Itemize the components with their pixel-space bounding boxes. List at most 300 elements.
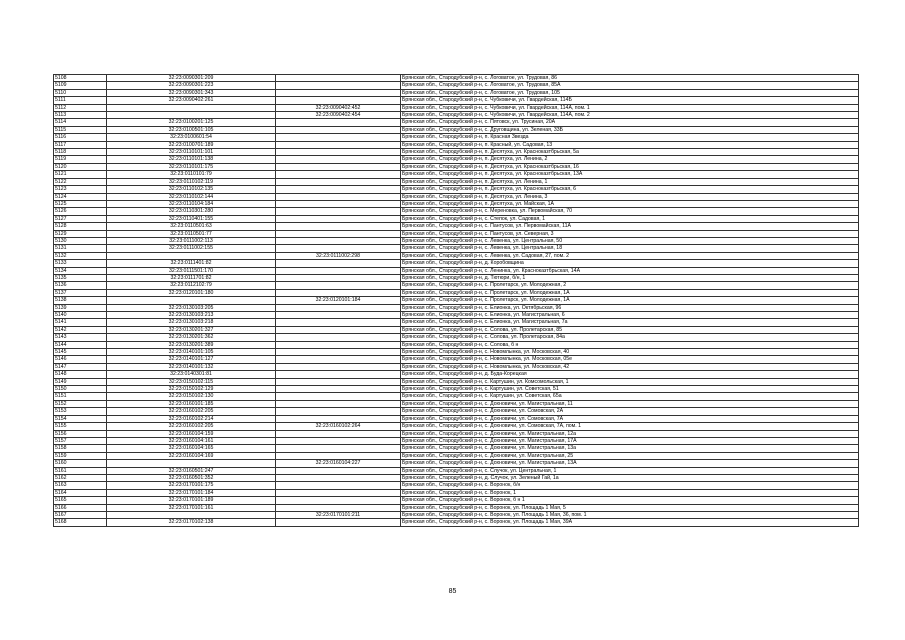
address-cell: Брянская обл., Стародубский р-н, с. Левенка, ул. Центральная, 50 — [401, 237, 859, 244]
parent-cadastral-cell — [276, 260, 401, 267]
address-cell: Брянская обл., Стародубский р-н, с. Дохновичи, ул. Магистральная, 12а — [401, 430, 859, 437]
table-row — [54, 171, 859, 178]
address-cell: Брянская обл., Стародубский р-н, п. Красный, ул. Садовая, 13 — [401, 141, 859, 148]
parent-cadastral-cell — [276, 237, 401, 244]
address-cell: Брянская обл., Стародубский р-н, с. Картушин, ул. Комсомольская, 1 — [401, 378, 859, 385]
parent-cadastral-cell — [276, 341, 401, 348]
cadastral-number-cell: 32:23:0150102:130 — [107, 393, 276, 400]
parent-cadastral-cell — [276, 326, 401, 333]
row-number-cell: 5111 — [54, 97, 107, 104]
address-cell: Брянская обл., Стародубский р-н, с. Пролетарск, ул. Молодежная, 1А — [401, 297, 859, 304]
cadastral-number-cell: 32:23:0160104:165 — [107, 445, 276, 452]
table-row — [54, 460, 859, 467]
parent-cadastral-cell — [276, 149, 401, 156]
row-number-cell: 5150 — [54, 386, 107, 393]
table-row — [54, 489, 859, 496]
parent-cadastral-cell — [276, 289, 401, 296]
address-cell: Брянская обл., Стародубский р-н, п. Десятуха, ул. Красноказтбрьская, 16 — [401, 163, 859, 170]
address-cell: Брянская обл., Стародубский р-н, п. Десятуха, ул. Красноказтбрьская, 13А — [401, 171, 859, 178]
parent-cadastral-cell — [276, 519, 401, 526]
table-row — [54, 112, 859, 119]
parent-cadastral-cell — [276, 497, 401, 504]
row-number-cell: 5153 — [54, 408, 107, 415]
cadastral-number-cell: 32:23:0170101:175 — [107, 482, 276, 489]
cadastral-number-cell: 32:23:0110501:77 — [107, 230, 276, 237]
table-row — [54, 423, 859, 430]
row-number-cell: 5117 — [54, 141, 107, 148]
parent-cadastral-cell — [276, 415, 401, 422]
parent-cadastral-cell — [276, 408, 401, 415]
row-number-cell: 5149 — [54, 378, 107, 385]
parent-cadastral-cell — [276, 215, 401, 222]
parent-cadastral-cell — [276, 445, 401, 452]
table-row — [54, 430, 859, 437]
cadastral-number-cell: 32:23:0140301:81 — [107, 371, 276, 378]
table-row — [54, 200, 859, 207]
table-row — [54, 156, 859, 163]
parent-cadastral-cell — [276, 156, 401, 163]
table-row — [54, 89, 859, 96]
parent-cadastral-cell: 32:23:0160102:264 — [276, 423, 401, 430]
cadastral-number-cell — [107, 511, 276, 518]
address-cell: Брянская обл., Стародубский р-н, с. Случок, ул. Центральная, 1 — [401, 467, 859, 474]
parent-cadastral-cell — [276, 193, 401, 200]
parent-cadastral-cell — [276, 474, 401, 481]
parent-cadastral-cell — [276, 178, 401, 185]
cadastral-number-cell: 32:23:0160102:214 — [107, 415, 276, 422]
address-cell: Брянская обл., Стародубский р-н, п. Десятуха, ул. Красноказтбрьская, 5а — [401, 149, 859, 156]
cadastral-number-cell: 32:23:0111401:82 — [107, 260, 276, 267]
parent-cadastral-cell — [276, 504, 401, 511]
address-cell: Брянская обл., Стародубский р-н, с. Пантусов, ул. Северная, 3 — [401, 230, 859, 237]
address-cell: Брянская обл., Стародубский р-н, с. Друговщина, ул. Зеленая, 33Б — [401, 126, 859, 133]
cadastral-number-cell: 32:23:0111002:155 — [107, 245, 276, 252]
registry-table — [53, 74, 859, 527]
parent-cadastral-cell — [276, 223, 401, 230]
cadastral-number-cell: 32:23:0160102:205 — [107, 423, 276, 430]
row-number-cell: 5131 — [54, 245, 107, 252]
table-row — [54, 178, 859, 185]
table-row — [54, 319, 859, 326]
table-row — [54, 186, 859, 193]
row-number-cell: 5113 — [54, 112, 107, 119]
address-cell: Брянская обл., Стародубский р-н, с. Пантусов, ул. Первомайская, 11А — [401, 223, 859, 230]
row-number-cell: 5148 — [54, 371, 107, 378]
cadastral-number-cell: 32:23:0150102:115 — [107, 378, 276, 385]
cadastral-number-cell: 32:23:0112102:79 — [107, 282, 276, 289]
address-cell: Брянская обл., Стародубский р-н, с. Новомлынка, ул. Московская, 40 — [401, 349, 859, 356]
table-row — [54, 126, 859, 133]
address-cell: Брянская обл., Стародубский р-н, с. Солова, ул. Пролетарская, 84а — [401, 334, 859, 341]
cadastral-number-cell: 32:23:0170101:184 — [107, 489, 276, 496]
table-row — [54, 193, 859, 200]
table-row — [54, 497, 859, 504]
parent-cadastral-cell — [276, 437, 401, 444]
cadastral-number-cell: 32:23:0140101:127 — [107, 356, 276, 363]
parent-cadastral-cell — [276, 126, 401, 133]
table-row — [54, 312, 859, 319]
address-cell: Брянская обл., Стародубский р-н, с. Логоватое, ул. Трудовая, 86 — [401, 75, 859, 82]
parent-cadastral-cell — [276, 312, 401, 319]
table-row — [54, 163, 859, 170]
row-number-cell: 5162 — [54, 474, 107, 481]
cadastral-number-cell: 32:23:0110401:155 — [107, 215, 276, 222]
table-row — [54, 349, 859, 356]
parent-cadastral-cell: 32:23:0120101:184 — [276, 297, 401, 304]
row-number-cell: 5124 — [54, 193, 107, 200]
row-number-cell: 5156 — [54, 430, 107, 437]
cadastral-number-cell: 32:23:0160501:247 — [107, 467, 276, 474]
table-row — [54, 97, 859, 104]
table-row — [54, 104, 859, 111]
cadastral-number-cell: 32:23:0170101:189 — [107, 497, 276, 504]
address-cell: Брянская обл., Стародубский р-н, с. Воронок, б/н — [401, 482, 859, 489]
table-row — [54, 297, 859, 304]
address-cell: Брянская обл., Стародубский р-н, д. Случок, ул. Зеленый Гай, 1а — [401, 474, 859, 481]
row-number-cell: 5126 — [54, 208, 107, 215]
parent-cadastral-cell — [276, 171, 401, 178]
parent-cadastral-cell: 32:23:0160104:227 — [276, 460, 401, 467]
address-cell: Брянская обл., Стародубский р-н, с. Дохновичи, ул. Магистральная, 13А — [401, 460, 859, 467]
address-cell: Брянская обл., Стародубский р-н, с. Дохновичи, ул. Магистральная, 13а — [401, 445, 859, 452]
cadastral-number-cell: 32:23:0110102:135 — [107, 186, 276, 193]
row-number-cell: 5160 — [54, 460, 107, 467]
parent-cadastral-cell — [276, 208, 401, 215]
address-cell: Брянская обл., Стародубский р-н, с. Пролетарск, ул. Молодежная, 1А — [401, 289, 859, 296]
address-cell: Брянская обл., Стародубский р-н, с. Пятовск, ул. Трусиная, 20А — [401, 119, 859, 126]
parent-cadastral-cell — [276, 89, 401, 96]
table-row — [54, 149, 859, 156]
parent-cadastral-cell — [276, 186, 401, 193]
row-number-cell: 5115 — [54, 126, 107, 133]
address-cell: Брянская обл., Стародубский р-н, с. Воронок, ул. Площадь 1 Мая, 36, пом. 1 — [401, 511, 859, 518]
parent-cadastral-cell — [276, 378, 401, 385]
cadastral-number-cell: 32:23:0140101:132 — [107, 363, 276, 370]
address-cell: Брянская обл., Стародубский р-н, д. Тютюри, б/н, 1 — [401, 274, 859, 281]
parent-cadastral-cell — [276, 319, 401, 326]
parent-cadastral-cell — [276, 386, 401, 393]
address-cell: Брянская обл., Стародубский р-н, с. Мереновка, ул. Первомайская, 70 — [401, 208, 859, 215]
cadastral-number-cell: 32:23:0110101:79 — [107, 171, 276, 178]
row-number-cell: 5133 — [54, 260, 107, 267]
row-number-cell: 5140 — [54, 312, 107, 319]
row-number-cell: 5146 — [54, 356, 107, 363]
address-cell: Брянская обл., Стародубский р-н, п. Красная Звезда — [401, 134, 859, 141]
table-row — [54, 474, 859, 481]
row-number-cell: 5165 — [54, 497, 107, 504]
cadastral-number-cell: 32:23:0130201:327 — [107, 326, 276, 333]
table-row — [54, 208, 859, 215]
address-cell: Брянская обл., Стародубский р-н, с. Воронок, ул. Площадь 1 Мая, 39А — [401, 519, 859, 526]
cadastral-number-cell: 32:23:0110104:184 — [107, 200, 276, 207]
row-number-cell: 5166 — [54, 504, 107, 511]
row-number-cell: 5159 — [54, 452, 107, 459]
parent-cadastral-cell — [276, 489, 401, 496]
address-cell: Брянская обл., Стародубский р-н, п. Десятуха, ул. Майская, 1А — [401, 200, 859, 207]
document-sheet — [53, 74, 858, 527]
parent-cadastral-cell — [276, 141, 401, 148]
row-number-cell: 5110 — [54, 89, 107, 96]
cadastral-number-cell: 32:23:0160104:169 — [107, 452, 276, 459]
row-number-cell: 5132 — [54, 252, 107, 259]
address-cell: Брянская обл., Стародубский р-н, с. Елионка, ул. Магистральная, 6 — [401, 312, 859, 319]
table-row — [54, 230, 859, 237]
cadastral-number-cell: 32:23:0170102:138 — [107, 519, 276, 526]
table-row — [54, 482, 859, 489]
cadastral-number-cell: 32:23:0160102:205 — [107, 408, 276, 415]
parent-cadastral-cell — [276, 200, 401, 207]
parent-cadastral-cell — [276, 75, 401, 82]
parent-cadastral-cell — [276, 452, 401, 459]
row-number-cell: 5127 — [54, 215, 107, 222]
address-cell: Брянская обл., Стародубский р-н, п. Десятуха, ул. Ленина, 1 — [401, 178, 859, 185]
cadastral-number-cell — [107, 460, 276, 467]
table-row — [54, 408, 859, 415]
row-number-cell: 5143 — [54, 334, 107, 341]
table-row — [54, 341, 859, 348]
address-cell: Брянская обл., Стародубский р-н, с. Воронок, 1 — [401, 489, 859, 496]
row-number-cell: 5134 — [54, 267, 107, 274]
table-row — [54, 215, 859, 222]
row-number-cell: 5120 — [54, 163, 107, 170]
row-number-cell: 5136 — [54, 282, 107, 289]
table-row — [54, 378, 859, 385]
cadastral-number-cell: 32:23:0090301:343 — [107, 89, 276, 96]
address-cell: Брянская обл., Стародубский р-н, с. Дохновичи, ул. Сомовская, 2А — [401, 408, 859, 415]
address-cell: Брянская обл., Стародубский р-н, с. Картушин, ул. Советская, 51 — [401, 386, 859, 393]
cadastral-number-cell: 32:23:0111701:82 — [107, 274, 276, 281]
row-number-cell: 5116 — [54, 134, 107, 141]
row-number-cell: 5128 — [54, 223, 107, 230]
address-cell: Брянская обл., Стародубский р-н, с. Солова, б н — [401, 341, 859, 348]
table-row — [54, 134, 859, 141]
address-cell: Брянская обл., Стародубский р-н, п. Десятуха, ул. Ленина, 2 — [401, 156, 859, 163]
parent-cadastral-cell — [276, 245, 401, 252]
cadastral-number-cell: 32:23:0130103:213 — [107, 312, 276, 319]
table-row — [54, 504, 859, 511]
row-number-cell: 5138 — [54, 297, 107, 304]
row-number-cell: 5137 — [54, 289, 107, 296]
cadastral-number-cell: 32:23:0130103:205 — [107, 304, 276, 311]
address-cell: Брянская обл., Стародубский р-н, с. Елионка, ул. Октябрьская, 96 — [401, 304, 859, 311]
address-cell: Брянская обл., Стародубский р-н, с. Левенка, ул. Центральная, 18 — [401, 245, 859, 252]
table-row — [54, 519, 859, 526]
table-row — [54, 260, 859, 267]
cadastral-number-cell: 32:23:0110501:63 — [107, 223, 276, 230]
address-cell: Брянская обл., Стародубский р-н, с. Солова, ул. Пролетарская, 85 — [401, 326, 859, 333]
cadastral-number-cell — [107, 112, 276, 119]
table-row — [54, 252, 859, 259]
cadastral-number-cell — [107, 297, 276, 304]
cadastral-number-cell: 32:23:0160501:352 — [107, 474, 276, 481]
parent-cadastral-cell — [276, 356, 401, 363]
cadastral-number-cell: 32:23:0110102:119 — [107, 178, 276, 185]
parent-cadastral-cell — [276, 82, 401, 89]
parent-cadastral-cell: 32:23:0090402:452 — [276, 104, 401, 111]
row-number-cell: 5167 — [54, 511, 107, 518]
row-number-cell: 5147 — [54, 363, 107, 370]
parent-cadastral-cell — [276, 400, 401, 407]
parent-cadastral-cell — [276, 371, 401, 378]
row-number-cell: 5112 — [54, 104, 107, 111]
page-number: 85 — [448, 588, 457, 595]
table-row — [54, 437, 859, 444]
cadastral-number-cell: 32:23:0090301:223 — [107, 82, 276, 89]
cadastral-number-cell: 32:23:0120101:180 — [107, 289, 276, 296]
row-number-cell: 5122 — [54, 178, 107, 185]
table-row — [54, 393, 859, 400]
table-row — [54, 119, 859, 126]
table-row — [54, 245, 859, 252]
row-number-cell: 5144 — [54, 341, 107, 348]
table-row — [54, 304, 859, 311]
row-number-cell: 5135 — [54, 274, 107, 281]
address-cell: Брянская обл., Стародубский р-н, с. Картушин, ул. Советская, 65а — [401, 393, 859, 400]
row-number-cell: 5151 — [54, 393, 107, 400]
address-cell: Брянская обл., Стародубский р-н, с. Ленинка, ул. Красноказтбрьская, 14А — [401, 267, 859, 274]
parent-cadastral-cell — [276, 163, 401, 170]
table-row — [54, 237, 859, 244]
row-number-cell: 5141 — [54, 319, 107, 326]
table-row — [54, 452, 859, 459]
table-row — [54, 274, 859, 281]
table-row — [54, 223, 859, 230]
address-cell: Брянская обл., Стародубский р-н, п. Десятуха, ул. Красноказтбрьская, 6 — [401, 186, 859, 193]
cadastral-number-cell: 32:23:0160101:185 — [107, 400, 276, 407]
address-cell: Брянская обл., Стародубский р-н, с. Пролетарск, ул. Молодежная, 2 — [401, 282, 859, 289]
address-cell: Брянская обл., Стародубский р-н, с. Чубковичи, ул. Гвардейская, 114А, пом. 2 — [401, 112, 859, 119]
row-number-cell: 5121 — [54, 171, 107, 178]
parent-cadastral-cell — [276, 267, 401, 274]
row-number-cell: 5109 — [54, 82, 107, 89]
parent-cadastral-cell: 32:23:0170101:211 — [276, 511, 401, 518]
parent-cadastral-cell: 32:23:0111002:298 — [276, 252, 401, 259]
address-cell: Брянская обл., Стародубский р-н, с. Логоватое, ул. Трудовая, 85А — [401, 82, 859, 89]
row-number-cell: 5108 — [54, 75, 107, 82]
cadastral-number-cell: 32:23:0160104:159 — [107, 430, 276, 437]
address-cell: Брянская обл., Стародубский р-н, с. Дохновичи, ул. Сомовская, 7А — [401, 415, 859, 422]
address-cell: Брянская обл., Стародубский р-н, д. Коробовщина — [401, 260, 859, 267]
address-cell: Брянская обл., Стародубский р-н, с. Дохновичи, ул. Магистральная, 25 — [401, 452, 859, 459]
cadastral-number-cell: 32:23:0100201:125 — [107, 119, 276, 126]
row-number-cell: 5114 — [54, 119, 107, 126]
row-number-cell: 5139 — [54, 304, 107, 311]
parent-cadastral-cell — [276, 134, 401, 141]
cadastral-number-cell: 32:23:0110101:101 — [107, 149, 276, 156]
table-row — [54, 371, 859, 378]
table-row — [54, 415, 859, 422]
table-row — [54, 289, 859, 296]
parent-cadastral-cell — [276, 430, 401, 437]
parent-cadastral-cell — [276, 467, 401, 474]
cadastral-number-cell: 32:23:0090301:209 — [107, 75, 276, 82]
address-cell: Брянская обл., Стародубский р-н, с. Чубковичи, ул. Гвардейская, 114А, пом. 1 — [401, 104, 859, 111]
cadastral-number-cell: 32:23:0130201:362 — [107, 334, 276, 341]
table-row — [54, 141, 859, 148]
parent-cadastral-cell — [276, 230, 401, 237]
address-cell: Брянская обл., Стародубский р-н, с. Дохновичи, ул. Магистральная, 11 — [401, 400, 859, 407]
table-row — [54, 386, 859, 393]
table-row — [54, 356, 859, 363]
row-number-cell: 5163 — [54, 482, 107, 489]
parent-cadastral-cell — [276, 363, 401, 370]
cadastral-number-cell: 32:23:0111501:170 — [107, 267, 276, 274]
row-number-cell: 5119 — [54, 156, 107, 163]
cadastral-number-cell: 32:23:0130103:218 — [107, 319, 276, 326]
row-number-cell: 5158 — [54, 445, 107, 452]
address-cell: Брянская обл., Стародубский р-н, с. Чубковичи, ул. Гвардейская, 114Б — [401, 97, 859, 104]
row-number-cell: 5125 — [54, 200, 107, 207]
table-row — [54, 400, 859, 407]
cadastral-number-cell: 32:23:0100701:189 — [107, 141, 276, 148]
cadastral-number-cell: 32:23:0160104:161 — [107, 437, 276, 444]
row-number-cell: 5154 — [54, 415, 107, 422]
row-number-cell: 5168 — [54, 519, 107, 526]
row-number-cell: 5118 — [54, 149, 107, 156]
cadastral-number-cell — [107, 104, 276, 111]
parent-cadastral-cell — [276, 274, 401, 281]
row-number-cell: 5129 — [54, 230, 107, 237]
table-row — [54, 82, 859, 89]
cadastral-number-cell: 32:23:0090402:261 — [107, 97, 276, 104]
row-number-cell: 5123 — [54, 186, 107, 193]
parent-cadastral-cell — [276, 334, 401, 341]
row-number-cell: 5152 — [54, 400, 107, 407]
parent-cadastral-cell — [276, 304, 401, 311]
row-number-cell: 5155 — [54, 423, 107, 430]
cadastral-number-cell: 32:23:0110102:144 — [107, 193, 276, 200]
table-row — [54, 326, 859, 333]
cadastral-number-cell: 32:23:0100601:54 — [107, 134, 276, 141]
address-cell: Брянская обл., Стародубский р-н, с. Новомлынка, ул. Московская, 05е — [401, 356, 859, 363]
address-cell: Брянская обл., Стародубский р-н, с. Елионка, ул. Магистральная, 7а — [401, 319, 859, 326]
table-row — [54, 467, 859, 474]
cadastral-number-cell: 32:23:0100501:105 — [107, 126, 276, 133]
cadastral-number-cell: 32:23:0130201:389 — [107, 341, 276, 348]
row-number-cell: 5142 — [54, 326, 107, 333]
parent-cadastral-cell: 32:23:0090402:454 — [276, 112, 401, 119]
cadastral-number-cell — [107, 252, 276, 259]
cadastral-number-cell: 32:23:0150102:129 — [107, 386, 276, 393]
address-cell: Брянская обл., Стародубский р-н, с. Левенка, ул. Садовая, 27, пом. 2 — [401, 252, 859, 259]
address-cell: Брянская обл., Стародубский р-н, с. Воронок, б н 1 — [401, 497, 859, 504]
address-cell: Брянская обл., Стародубский р-н, д. Буда-Корецкая — [401, 371, 859, 378]
cadastral-number-cell: 32:23:0110101:175 — [107, 163, 276, 170]
row-number-cell: 5145 — [54, 349, 107, 356]
address-cell: Брянская обл., Стародубский р-н, с. Дохновичи, ул. Сомовская, 7А, пом. 1 — [401, 423, 859, 430]
table-row — [54, 267, 859, 274]
parent-cadastral-cell — [276, 119, 401, 126]
row-number-cell: 5157 — [54, 437, 107, 444]
registry-table-body — [54, 75, 859, 527]
parent-cadastral-cell — [276, 482, 401, 489]
address-cell: Брянская обл., Стародубский р-н, п. Десятуха, ул. Ленина, 3 — [401, 193, 859, 200]
address-cell: Брянская обл., Стародубский р-н, с. Степок, ул. Садовая, 1 — [401, 215, 859, 222]
table-row — [54, 363, 859, 370]
cadastral-number-cell: 32:23:0110101:138 — [107, 156, 276, 163]
parent-cadastral-cell — [276, 393, 401, 400]
row-number-cell: 5130 — [54, 237, 107, 244]
address-cell: Брянская обл., Стародубский р-н, с. Новомлынка, ул. Московская, 42 — [401, 363, 859, 370]
parent-cadastral-cell — [276, 282, 401, 289]
cadastral-number-cell: 32:23:0140101:105 — [107, 349, 276, 356]
table-row — [54, 334, 859, 341]
table-row — [54, 75, 859, 82]
table-row — [54, 445, 859, 452]
cadastral-number-cell: 32:23:0170101:161 — [107, 504, 276, 511]
row-number-cell: 5164 — [54, 489, 107, 496]
parent-cadastral-cell — [276, 97, 401, 104]
